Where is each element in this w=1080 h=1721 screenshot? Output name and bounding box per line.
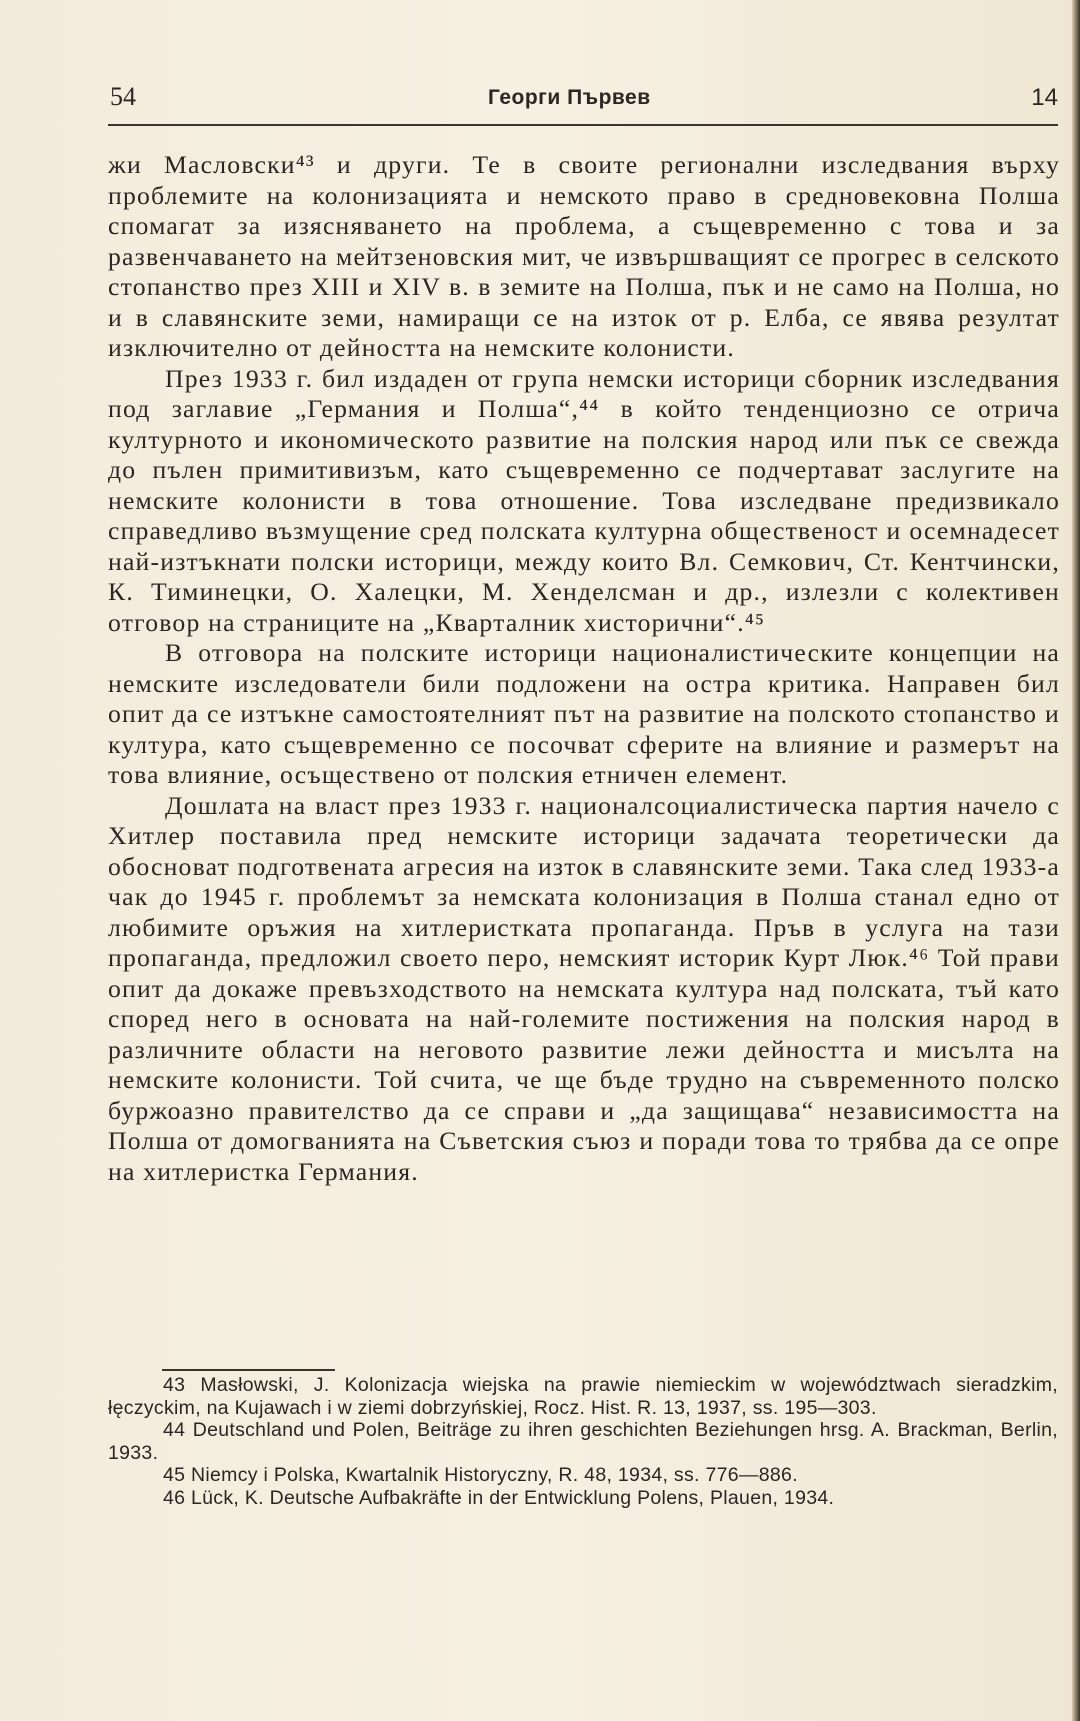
paragraph: Дошлата на власт през 1933 г. националсоциалистическа партия начело с Хитлер поставила пред немските историци задачата теоретически да обосноват подготвената агресия на изток в славянските земи. Така след 1933-а чак до 1945 г. проблемът за немската колонизация в Полша станал едно от любимите оръжия на хитлеристката пропаганда. Пръв в услуга на тази пропаганда, предложил своето перо, немският историк Курт Люк.⁴⁶ Той прави опит да докаже превъзходството на немската култура над полската, тъй като според него в основата на най-големите постижения на полския народ в различните области на неговото развитие лежи дейността и мисълта на немските колонисти. Той счита, че ще бъде трудно на съвременното полско буржоазно правителство да се справи и „да защищава“ независимостта на Полша от домогванията на Съветския съюз и поради това то трябва да се опре на хитлеристка Германия. (108, 790, 1060, 1186)
running-head-author: Георги Първев (488, 86, 651, 109)
footnote-rule (162, 1369, 335, 1371)
page-number: 54 (110, 82, 136, 111)
footnote: 46 Lück, K. Deutsche Aufbakräfte in der Entwicklung Polens, Plauen, 1934. (163, 1486, 835, 1509)
footnotes (108, 1374, 1058, 1509)
page-edge-shadow (1072, 0, 1080, 1721)
footnote: 43 Masłowski, J. Kolonizacja wiejska na prawie niemieckim w województwach sieradzkim, łęczyckim, na Kujawach i w ziemi dobrzyńskiej, Rocz. Hist. R. 13, 1937, ss. 195—303. (108, 1374, 1058, 1419)
footnote: 44 Deutschland und Polen, Beiträge zu ihren geschichten Beziehungen hrsg. A. Brackman, Berlin, 1933. (108, 1419, 1058, 1464)
footnote: 45 Niemcy i Polska, Kwartalnik Historyczny, R. 48, 1934, ss. 776—886. (163, 1464, 798, 1486)
main-text (108, 150, 1060, 1187)
paragraph: жи Масловски⁴³ и други. Те в своите регионални изследвания върху проблемите на колонизацията и немското право в средновековна Полша спомагат за изясняването на проблема, а същевременно с това и за развенчаването на мейтзеновския мит, че извършващият се прогрес в селското стопанство през XIII и XIV в. в земите на Полша, пък и не само на Полша, но и в славянските земи, намиращи се на изток от р. Елба, се явява резултат изключително от дейността на немските колонисти. (108, 150, 1060, 362)
paragraph: През 1933 г. бил издаден от група немски историци сборник изследвания под заглавие „Германия и Полша“,⁴⁴ в който тенденциозно се отрича културното и икономическото развитие на полския народ или пък се свежда до пълен примитивизъм, като същевременно се подчертават заслугите на немските колонисти в това отношение. Това изследване предизвикало справедливо възмущение сред полската културна общественост и осемнадесет най-изтъкнати полски историци, между които Вл. Семкович, Ст. Кентчински, К. Тиминецки, О. Халецки, М. Хенделсман и др., излезли с колективен отговор на страниците на „Кварталник хисторични“.⁴⁵ (108, 363, 1060, 637)
paragraph: В отговора на полските историци националистическите концепции на немските изследователи били подложени на остра критика. Направен бил опит да се изтъкне самостоятелният път на развитие на полското стопанство и култура, като същевременно се посочват сферите на влияние и размерът на това влияние, осъществено от полския етничен елемент. (108, 638, 1060, 789)
page-header (108, 82, 1058, 122)
header-rule (108, 124, 1058, 126)
edge-page-marker: 14 (1031, 84, 1058, 111)
